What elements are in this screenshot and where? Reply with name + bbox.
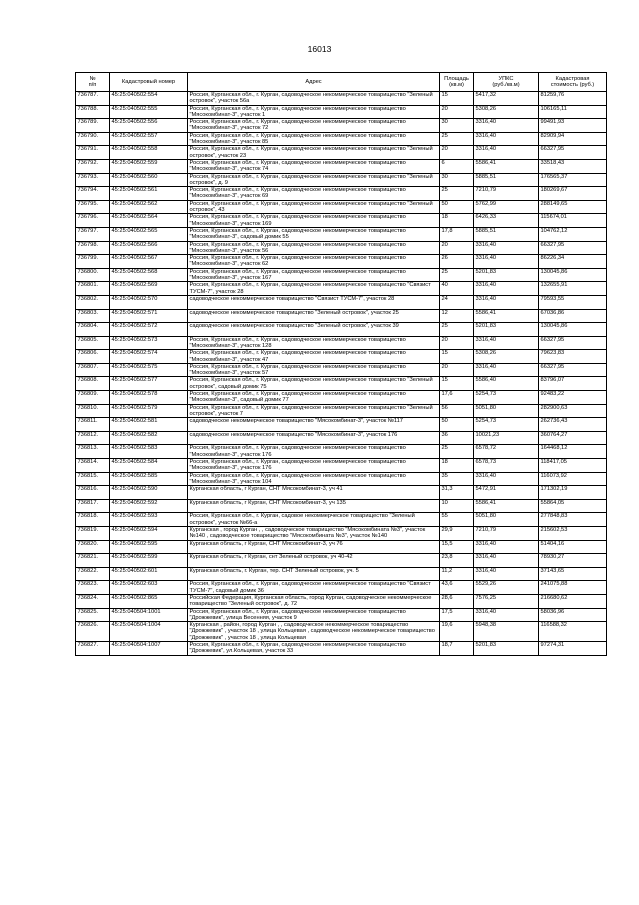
cell-cadastral-value: 81259,76	[539, 92, 607, 106]
cell-cadastral-number: 45:25:040502:567	[110, 255, 188, 269]
cell-upks: 5586,40	[474, 377, 539, 391]
cell-area: 43,6	[440, 581, 474, 595]
cell-cadastral-value: 78930,27	[539, 554, 607, 568]
cell-area: 35	[440, 472, 474, 486]
cell-area: 11,2	[440, 567, 474, 581]
table-row	[76, 323, 607, 337]
cell-cadastral-number: 45:25:040502:578	[110, 391, 188, 405]
cell-address: Курганская область, г. Курган, тер. СНТ Зеленый островок, уч. 5	[188, 567, 440, 581]
cell-upks: 3316,40	[474, 295, 539, 309]
cell-cadastral-number: 45:25:040502:554	[110, 92, 188, 106]
cell-area: 30	[440, 119, 474, 133]
cell-upks: 3316,40	[474, 540, 539, 554]
table-row	[76, 105, 607, 119]
cell-upks: 3316,40	[474, 282, 539, 296]
header-cadastral-value: Кадастровая стоимость (руб.)	[539, 73, 607, 92]
cell-cadastral-number: 45:25:040502:561	[110, 187, 188, 201]
cell-num: 736813.	[76, 445, 110, 459]
cell-upks: 7576,25	[474, 594, 539, 608]
cell-cadastral-value: 180269,67	[539, 187, 607, 201]
cell-cadastral-number: 45:25:040502:582	[110, 431, 188, 445]
cell-address: Россия, Курганская обл., г. Курган, садоводческое некоммерческое товарищество "Мясокомбинат-3", участок 69	[188, 187, 440, 201]
table-row	[76, 377, 607, 391]
cell-area: 20	[440, 363, 474, 377]
cell-num: 736810.	[76, 404, 110, 418]
cell-address: Россия, Курганская обл., г. Курган, садоводческое некоммерческое товарищество "Связист ТУСМ-7", участок 28	[188, 282, 440, 296]
cell-cadastral-value: 282900,63	[539, 404, 607, 418]
cell-cadastral-number: 45:25:040502:593	[110, 513, 188, 527]
cell-address: Россия, Курганская обл., г. Курган, садоводческое некоммерческое товарищество "Дрожжевик", ул.Кольцевая, участок 33	[188, 642, 440, 656]
cell-area: 25	[440, 132, 474, 146]
cell-address: Россия, Курганская обл., г. Курган, садоводческое некоммерческое товарищество "Мясокомбинат-3", участок 57	[188, 363, 440, 377]
cell-cadastral-number: 45:25:040502:581	[110, 418, 188, 432]
cell-area: 18,7	[440, 642, 474, 656]
cell-num: 736817.	[76, 499, 110, 513]
cell-area: 31,3	[440, 486, 474, 500]
cell-cadastral-number: 45:25:040502:585	[110, 472, 188, 486]
cell-num: 736803.	[76, 309, 110, 323]
cell-area: 15	[440, 92, 474, 106]
cell-upks: 5529,26	[474, 581, 539, 595]
cell-cadastral-number: 45:25:040502:579	[110, 404, 188, 418]
cell-num: 736825.	[76, 608, 110, 622]
cell-num: 736796.	[76, 214, 110, 228]
table-row	[76, 309, 607, 323]
cell-cadastral-number: 45:25:040502:577	[110, 377, 188, 391]
cell-cadastral-value: 164468,12	[539, 445, 607, 459]
cell-num: 736807.	[76, 363, 110, 377]
cell-address: Россия, Курганская обл., г. Курган, садоводческое некоммерческое товарищество "Мясокомбинат-3", участок 74	[188, 159, 440, 173]
cell-address: Россия, Курганская обл., г. Курган, садоводческое некоммерческое товарищество "Мясокомбинат-3", участок 56	[188, 241, 440, 255]
table-row	[76, 200, 607, 214]
cell-area: 25	[440, 187, 474, 201]
cell-cadastral-value: 83796,07	[539, 377, 607, 391]
cell-address: Россия, Курганская обл., г. Курган, садоводческое некоммерческое товарищество "Связист ТУСМ-7", садовый домик 36	[188, 581, 440, 595]
cell-num: 736827.	[76, 642, 110, 656]
cell-cadastral-number: 45:25:040502:558	[110, 146, 188, 160]
table-row	[76, 159, 607, 173]
cell-upks: 3316,40	[474, 119, 539, 133]
cell-num: 736800.	[76, 268, 110, 282]
cell-address: Курганская область, г Курган, СНТ Мясокомбинат-3, уч 41	[188, 486, 440, 500]
cell-area: 12	[440, 309, 474, 323]
cell-cadastral-number: 45:25:040502:599	[110, 554, 188, 568]
table-row	[76, 581, 607, 595]
cell-cadastral-number: 45:25:040502:562	[110, 200, 188, 214]
cell-cadastral-number: 45:25:040502:565	[110, 227, 188, 241]
cell-upks: 3316,40	[474, 146, 539, 160]
table-row	[76, 431, 607, 445]
cell-cadastral-number: 45:25:040502:566	[110, 241, 188, 255]
cell-address: Курганская область, г Курган, СНТ Мясокомбинат-3, уч 135	[188, 499, 440, 513]
cell-area: 50	[440, 418, 474, 432]
cell-area: 17,5	[440, 608, 474, 622]
cell-cadastral-number: 45:25:040502:571	[110, 309, 188, 323]
cell-cadastral-number: 45:25:040502:573	[110, 336, 188, 350]
cell-cadastral-value: 33518,43	[539, 159, 607, 173]
table-row	[76, 527, 607, 541]
cell-area: 20	[440, 105, 474, 119]
cell-area: 18	[440, 459, 474, 473]
cell-cadastral-number: 45:25:040502:584	[110, 459, 188, 473]
cell-upks: 5308,26	[474, 105, 539, 119]
table-row	[76, 567, 607, 581]
cell-area: 18	[440, 214, 474, 228]
cell-address: садоводческое некоммерческое товарищество "Зеленый островок", участок 39	[188, 323, 440, 337]
cell-upks: 3316,40	[474, 336, 539, 350]
cell-upks: 5254,73	[474, 418, 539, 432]
cell-upks: 5201,83	[474, 323, 539, 337]
cell-num: 736802.	[76, 295, 110, 309]
cell-upks: 6426,33	[474, 214, 539, 228]
header-upks: УПКС (руб./кв.м)	[474, 73, 539, 92]
cell-cadastral-value: 241075,88	[539, 581, 607, 595]
cell-upks: 6578,72	[474, 445, 539, 459]
cell-cadastral-value: 79593,55	[539, 295, 607, 309]
cell-upks: 3316,40	[474, 567, 539, 581]
cell-cadastral-value: 262736,43	[539, 418, 607, 432]
cell-cadastral-value: 360764,27	[539, 431, 607, 445]
cell-num: 736818.	[76, 513, 110, 527]
cell-address: Россия, Курганская обл., г. Курган, садоводческое некоммерческое товарищество "Зеленый островок", участок 23	[188, 146, 440, 160]
cell-address: Россия, Курганская обл., г. Курган, садовое некоммерческое товарищество "Зеленый островок", участок №66-а	[188, 513, 440, 527]
table-row	[76, 268, 607, 282]
cell-area: 25	[440, 445, 474, 459]
cell-cadastral-value: 37143,65	[539, 567, 607, 581]
cell-address: Российская Федерация, Курганская область, город Курган, садоводческое некоммерческое товарищество "Зеленый островок", д. 72	[188, 594, 440, 608]
cell-address: Курганская , город Курган , , садоводческое товарищество "Мясокомбината №3", участок №140 , садоводческое товарищество "Мясокомбината №3", участок №140	[188, 527, 440, 541]
table-row	[76, 540, 607, 554]
cell-address: Россия, Курганская обл., г. Курган, садоводческое некоммерческое товарищество "Зеленый островок", участок 56а	[188, 92, 440, 106]
cell-area: 20	[440, 336, 474, 350]
cell-cadastral-value: 215602,53	[539, 527, 607, 541]
cell-num: 736792.	[76, 159, 110, 173]
cell-area: 6	[440, 159, 474, 173]
cell-cadastral-number: 45:25:040502:564	[110, 214, 188, 228]
cell-upks: 5762,99	[474, 200, 539, 214]
cell-address: Россия, Курганская обл., г. Курган, садоводческое некоммерческое товарищество "Мясокомбинат-3", садовый домик 77	[188, 391, 440, 405]
cell-num: 736808.	[76, 377, 110, 391]
cell-num: 736797.	[76, 227, 110, 241]
cell-cadastral-value: 118417,05	[539, 459, 607, 473]
cell-cadastral-number: 45:25:040502:590	[110, 486, 188, 500]
cell-cadastral-number: 45:25:040502:559	[110, 159, 188, 173]
cell-address: Россия, Курганская обл., г. Курган, садоводческое некоммерческое товарищество "Дрожжевик", улица Весенняя, участок 9	[188, 608, 440, 622]
cell-cadastral-value: 55864,05	[539, 499, 607, 513]
cell-area: 20	[440, 146, 474, 160]
cell-cadastral-value: 277848,83	[539, 513, 607, 527]
cell-num: 736804.	[76, 323, 110, 337]
cell-area: 19,6	[440, 622, 474, 642]
cell-num: 736798.	[76, 241, 110, 255]
table-row	[76, 404, 607, 418]
cell-num: 736791.	[76, 146, 110, 160]
cell-area: 25	[440, 268, 474, 282]
cell-upks: 6578,73	[474, 459, 539, 473]
cell-cadastral-number: 45:25:040502:572	[110, 323, 188, 337]
cell-upks: 3316,40	[474, 608, 539, 622]
cell-address: Россия, Курганская обл., г. Курган, садоводческое некоммерческое товарищество "Мясокомбинат-3", участок 167	[188, 268, 440, 282]
cell-cadastral-value: 288149,65	[539, 200, 607, 214]
cell-cadastral-value: 116588,32	[539, 622, 607, 642]
cell-cadastral-value: 171302,19	[539, 486, 607, 500]
cell-address: Россия, Курганская обл., г. Курган, садоводческое некоммерческое товарищество "Мясокомбинат-3", участок 85	[188, 132, 440, 146]
cell-upks: 5201,83	[474, 268, 539, 282]
cell-area: 24	[440, 295, 474, 309]
cell-upks: 5885,51	[474, 227, 539, 241]
cell-cadastral-number: 45:25:040502:583	[110, 445, 188, 459]
cell-cadastral-number: 45:25:040502:865	[110, 594, 188, 608]
cell-num: 736821.	[76, 554, 110, 568]
cell-area: 10	[440, 499, 474, 513]
cell-cadastral-number: 45:25:040502:594	[110, 527, 188, 541]
table-row	[76, 255, 607, 269]
cell-address: Россия, Курганская обл., г. Курган, садоводческое некоммерческое товарищество "Мясокомбинат-3", участок 176	[188, 445, 440, 459]
table-row	[76, 513, 607, 527]
cell-cadastral-value: 66327,95	[539, 363, 607, 377]
cell-num: 736789.	[76, 119, 110, 133]
cell-cadastral-value: 104762,12	[539, 227, 607, 241]
cell-upks: 3316,40	[474, 241, 539, 255]
cell-upks: 5885,51	[474, 173, 539, 187]
cell-upks: 5254,73	[474, 391, 539, 405]
cell-address: Россия, Курганская обл., г. Курган, садоводческое некоммерческое товарищество "Мясокомбинат-3", участок 62	[188, 255, 440, 269]
cell-address: Россия, Курганская обл., г. Курган, садоводческое некоммерческое товарищество "Зеленый островок", садовый домик 75	[188, 377, 440, 391]
table-row	[76, 173, 607, 187]
cell-area: 25	[440, 323, 474, 337]
cell-area: 29,9	[440, 527, 474, 541]
cell-upks: 7210,79	[474, 187, 539, 201]
cell-upks: 5586,41	[474, 309, 539, 323]
cell-num: 736790.	[76, 132, 110, 146]
table-row	[76, 282, 607, 296]
cell-cadastral-value: 82909,94	[539, 132, 607, 146]
cell-address: Россия, Курганская обл., г. Курган, садоводческое некоммерческое товарищество "Мясокомбинат-3", участок 169	[188, 214, 440, 228]
cell-cadastral-value: 216680,62	[539, 594, 607, 608]
cell-cadastral-number: 45:25:040502:595	[110, 540, 188, 554]
cell-num: 736799.	[76, 255, 110, 269]
cell-area: 30	[440, 173, 474, 187]
cell-area: 28,6	[440, 594, 474, 608]
table-row	[76, 214, 607, 228]
cell-upks: 5586,41	[474, 159, 539, 173]
cell-address: Россия, Курганская обл., г. Курган, садоводческое некоммерческое товарищество "Мясокомбинат-3", участок 47	[188, 350, 440, 364]
cell-address: садоводческое некоммерческое товарищество "Связист ТУСМ-7", участок 28	[188, 295, 440, 309]
cell-area: 15	[440, 350, 474, 364]
table-header-row	[76, 73, 607, 92]
header-cadastral-number: Кадастровый номер	[110, 73, 188, 92]
cell-upks: 5472,91	[474, 486, 539, 500]
cell-cadastral-value: 51404,16	[539, 540, 607, 554]
cell-area: 26	[440, 255, 474, 269]
cell-cadastral-number: 45:25:040502:568	[110, 268, 188, 282]
table-row	[76, 554, 607, 568]
cell-address: Курганская область, г Курган, СНТ Мясокомбинат-3, уч 76	[188, 540, 440, 554]
table-row	[76, 146, 607, 160]
cell-address: Россия, Курганская обл., г. Курган, садоводческое некоммерческое товарищество "Мясокомбинат-3", садовый домик 55	[188, 227, 440, 241]
cell-cadastral-value: 130045,86	[539, 323, 607, 337]
cell-address: садоводческое некоммерческое товарищество "Зеленый островок", участок 25	[188, 309, 440, 323]
cell-num: 736822.	[76, 567, 110, 581]
cell-address: Россия, Курганская обл., г. Курган, садоводческое некоммерческое товарищество "Зеленый островок", д. 9	[188, 173, 440, 187]
cell-cadastral-number: 45:25:040504:1007	[110, 642, 188, 656]
table-row	[76, 336, 607, 350]
cell-cadastral-value: 66327,95	[539, 336, 607, 350]
cell-num: 736794.	[76, 187, 110, 201]
cell-num: 736816.	[76, 486, 110, 500]
cell-num: 736793.	[76, 173, 110, 187]
cell-upks: 3316,40	[474, 554, 539, 568]
cell-upks: 3316,40	[474, 255, 539, 269]
table-row	[76, 499, 607, 513]
cell-address: Россия, Курганская обл., г. Курган, садоводческое некоммерческое товарищество "Мясокомбинат-3", участок 176	[188, 459, 440, 473]
cell-num: 736826.	[76, 622, 110, 642]
cell-area: 55	[440, 513, 474, 527]
cell-area: 17,8	[440, 227, 474, 241]
table-row	[76, 472, 607, 486]
cell-upks: 5051,80	[474, 404, 539, 418]
table-row	[76, 622, 607, 642]
cell-num: 736812.	[76, 431, 110, 445]
table-row	[76, 594, 607, 608]
cell-cadastral-value: 130045,86	[539, 268, 607, 282]
cell-cadastral-number: 45:25:040502:601	[110, 567, 188, 581]
header-address: Адрес	[188, 73, 440, 92]
cell-address: Россия, Курганская обл., г. Курган, садоводческое некоммерческое товарищество "Мясокомбинат-3", участок 104	[188, 472, 440, 486]
cell-num: 736820.	[76, 540, 110, 554]
table-row	[76, 350, 607, 364]
cell-cadastral-value: 116073,92	[539, 472, 607, 486]
cell-upks: 3316,40	[474, 363, 539, 377]
cell-num: 736823.	[76, 581, 110, 595]
cell-address: Россия, Курганская обл., г. Курган, садоводческое некоммерческое товарищество "Мясокомбинат-3", участок 72	[188, 119, 440, 133]
cell-area: 50	[440, 200, 474, 214]
cell-address: Курганская , район, город Курган , , садоводческое некоммерческое товарищество "Дрожжевик" , участок 18 , улица Кольцевая , садоводческое некоммерческое товарищество "Дрожжевик" , участок 18 , улица Кольцевая	[188, 622, 440, 642]
cell-num: 736805.	[76, 336, 110, 350]
cell-area: 17,6	[440, 391, 474, 405]
table-row	[76, 459, 607, 473]
cell-address: Курганская область, г Курган, снт Зеленый островок, уч 40-42	[188, 554, 440, 568]
cell-num: 736801.	[76, 282, 110, 296]
cell-cadastral-number: 45:25:040502:574	[110, 350, 188, 364]
cell-cadastral-value: 99491,93	[539, 119, 607, 133]
cell-cadastral-value: 66327,95	[539, 241, 607, 255]
cell-num: 736788.	[76, 105, 110, 119]
cell-cadastral-number: 45:25:040502:592	[110, 499, 188, 513]
cell-num: 736806.	[76, 350, 110, 364]
cell-upks: 5948,38	[474, 622, 539, 642]
cell-cadastral-number: 45:25:040504:1001	[110, 608, 188, 622]
cell-upks: 10021,23	[474, 431, 539, 445]
cell-upks: 5201,83	[474, 642, 539, 656]
table-row	[76, 119, 607, 133]
cell-area: 36	[440, 431, 474, 445]
cell-upks: 3316,40	[474, 132, 539, 146]
cell-address: Россия, Курганская обл., г. Курган, садоводческое некоммерческое товарищество "Зеленый островок", участок 7	[188, 404, 440, 418]
cell-upks: 5586,41	[474, 499, 539, 513]
cell-num: 736815.	[76, 472, 110, 486]
cell-cadastral-number: 45:25:040502:603	[110, 581, 188, 595]
cell-upks: 5051,80	[474, 513, 539, 527]
cell-num: 736814.	[76, 459, 110, 473]
cell-num: 736787.	[76, 92, 110, 106]
cell-cadastral-value: 176565,37	[539, 173, 607, 187]
table-row	[76, 187, 607, 201]
cell-upks: 3316,40	[474, 472, 539, 486]
cell-cadastral-number: 45:25:040502:570	[110, 295, 188, 309]
cell-address: Россия, Курганская обл., г. Курган, садоводческое некоммерческое товарищество "Мясокомбинат-3", участок 128	[188, 336, 440, 350]
cell-cadastral-value: 92483,22	[539, 391, 607, 405]
cell-cadastral-number: 45:25:040502:557	[110, 132, 188, 146]
cell-cadastral-number: 45:25:040502:555	[110, 105, 188, 119]
cell-area: 23,8	[440, 554, 474, 568]
cell-cadastral-number: 45:25:040502:569	[110, 282, 188, 296]
cell-cadastral-value: 79623,83	[539, 350, 607, 364]
cell-cadastral-value: 132655,91	[539, 282, 607, 296]
cell-cadastral-value: 67036,86	[539, 309, 607, 323]
cell-address: садоводческое некоммерческое товарищество "Мясокомбинат-3", участок 176	[188, 431, 440, 445]
cadastral-value-table	[75, 72, 607, 656]
cell-num: 736795.	[76, 200, 110, 214]
table-row	[76, 132, 607, 146]
cell-cadastral-value: 66327,95	[539, 146, 607, 160]
header-area: Площадь (кв.м)	[440, 73, 474, 92]
table-row	[76, 241, 607, 255]
cell-upks: 5308,26	[474, 350, 539, 364]
cell-cadastral-value: 86226,34	[539, 255, 607, 269]
cell-cadastral-number: 45:25:040502:575	[110, 363, 188, 377]
cell-cadastral-number: 45:25:040504:1004	[110, 622, 188, 642]
cell-num: 736824.	[76, 594, 110, 608]
table-row	[76, 391, 607, 405]
cell-area: 15,5	[440, 540, 474, 554]
cell-num: 736809.	[76, 391, 110, 405]
cell-area: 56	[440, 404, 474, 418]
cell-cadastral-value: 97274,31	[539, 642, 607, 656]
table-row	[76, 445, 607, 459]
cell-upks: 7210,79	[474, 527, 539, 541]
cell-cadastral-number: 45:25:040502:556	[110, 119, 188, 133]
cell-cadastral-value: 58036,96	[539, 608, 607, 622]
cell-area: 20	[440, 241, 474, 255]
cell-cadastral-value: 106165,11	[539, 105, 607, 119]
table-row	[76, 418, 607, 432]
header-num: № п/п	[76, 73, 110, 92]
table-row	[76, 227, 607, 241]
table-row	[76, 295, 607, 309]
cell-cadastral-number: 45:25:040502:560	[110, 173, 188, 187]
table-row	[76, 486, 607, 500]
cell-num: 736811.	[76, 418, 110, 432]
cell-upks: 5417,32	[474, 92, 539, 106]
table-row	[76, 608, 607, 622]
table-row	[76, 363, 607, 377]
table-row	[76, 642, 607, 656]
cell-address: Россия, Курганская обл., г. Курган, садоводческое некоммерческое товарищество "Мясокомбинат-3", участок 1	[188, 105, 440, 119]
cell-num: 736819.	[76, 527, 110, 541]
cell-area: 15	[440, 377, 474, 391]
cell-area: 40	[440, 282, 474, 296]
cell-cadastral-value: 115674,01	[539, 214, 607, 228]
page-number: 16013	[307, 44, 332, 54]
cell-address: садоводческое некоммерческое товарищество "Мясокомбинат-3", участок №117	[188, 418, 440, 432]
cell-address: Россия, Курганская обл., г. Курган, садоводческое некоммерческое товарищество "Зеленый островок", 43	[188, 200, 440, 214]
table-row	[76, 92, 607, 106]
